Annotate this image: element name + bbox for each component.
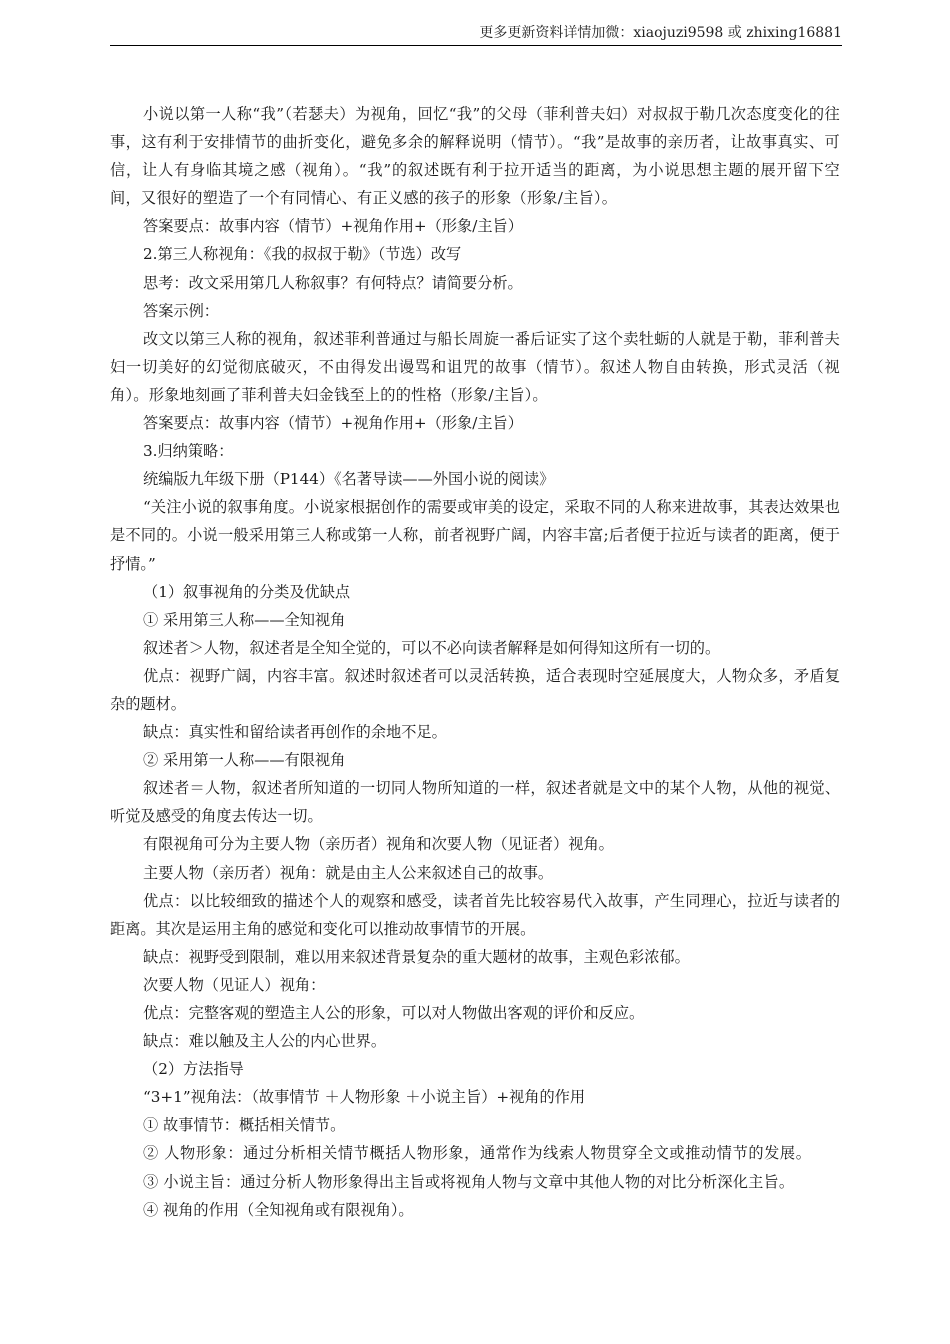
subsection-classification-heading: （1）叙事视角的分类及优缺点 [143, 582, 351, 601]
item-first-person-limited: ② 采用第一人称——有限视角 [143, 751, 346, 770]
page-header: 更多更新资料详情加微：xiaojuzi9598 或 zhixing16881 [479, 25, 842, 41]
limited-categories: 有限视角可分为主要人物（亲历者）视角和次要人物（见证者）视角。 [143, 835, 614, 854]
witness-perspective: 次要人物（见证人）视角： [143, 975, 326, 994]
protagonist-advantages: 优点：以比较细致的描述个人的观察和感受，读者首先比较容易代入故事，产生同理心，拉近与读者的距离。其次是运用主角的感觉和变化可以推动故事情节的开展。 [110, 891, 840, 938]
textbook-reference: 统编版九年级下册（P144）《名著导读——外国小说的阅读》 [143, 470, 555, 489]
item-third-person-omniscient: ① 采用第三人称——全知视角 [143, 610, 346, 629]
section-third-person-heading: 2.第三人称视角：《我的叔叔于勒》（节选）改写 [143, 245, 462, 264]
method-step-theme: ③ 小说主旨：通过分析人物形象得出主旨或将视角人物与文章中其他人物的对比分析深化主旨。 [143, 1172, 795, 1191]
method-step-character: ② 人物形象：通过分析相关情节概括人物形象，通常作为线索人物贯穿全文或推动情节的发展。 [143, 1144, 812, 1163]
section-strategy-heading: 3.归纳策略： [143, 442, 234, 461]
document-body [110, 100, 840, 1224]
textbook-quote: “关注小说的叙事角度。小说家根据创作的需要或审美的设定，采取不同的人称来进故事，其表达效果也是不同的。小说一般采用第三人称或第一人称，前者视野广阔，内容丰富;后者便于拉近与读者的距离，便于抒情。” [110, 498, 840, 573]
header-divider [110, 45, 842, 46]
limited-definition: 叙述者＝人物，叙述者所知道的一切同人物所知道的一样，叙述者就是文中的某个人物，从他的视觉、听觉及感受的角度去传达一切。 [110, 779, 840, 826]
omniscient-disadvantages: 缺点：真实性和留给读者再创作的余地不足。 [143, 723, 447, 742]
subsection-method-heading: （2）方法指导 [143, 1060, 244, 1079]
question-prompt: 思考：改文采用第几人称叙事？有何特点？请简要分析。 [143, 273, 523, 292]
omniscient-definition: 叙述者＞人物，叙述者是全知全觉的，可以不必向读者解释是如何得知这所有一切的。 [143, 638, 721, 657]
witness-disadvantages: 缺点：难以触及主人公的内心世界。 [143, 1032, 386, 1051]
method-step-plot: ① 故事情节：概括相关情节。 [143, 1116, 346, 1135]
example-answer-third-person: 改文以第三人称的视角，叙述菲利普通过与船长周旋一番后证实了这个卖牡蛎的人就是于勒，菲利普夫妇一切美好的幻觉彻底破灭，不由得发出谩骂和诅咒的故事（情节）。叙述人物自由转换，形式灵活（视角）。形象地刻画了菲利普夫妇金钱至上的的性格（形象/主旨）。 [110, 329, 840, 404]
omniscient-advantages: 优点：视野广阔，内容丰富。叙述时叙述者可以灵活转换，适合表现时空延展度大，人物众多，矛盾复杂的题材。 [110, 666, 840, 713]
example-answer-first-person: 小说以第一人称“我”（若瑟夫）为视角，回忆“我”的父母（菲利普夫妇）对叔叔于勒几次态度变化的往事，这有利于安排情节的曲折变化，避免多余的解释说明（情节）。“我”是故事的亲历者，让故事真实、可信，让人有身临其境之感（视角）。“我”的叙述既有利于拉开适当的距离，为小说思想主题的展开留下空间，又很好的塑造了一个有同情心、有正义感的孩子的形象（形象/主旨）。 [110, 105, 840, 208]
answer-key-points-2: 答案要点：故事内容（情节）+视角作用+（形象/主旨） [143, 414, 523, 433]
witness-advantages: 优点：完整客观的塑造主人公的形象，可以对人物做出客观的评价和反应。 [143, 1004, 645, 1022]
method-formula: “3+1”视角法：（故事情节 ＋人物形象 ＋小说主旨）+视角的作用 [143, 1088, 586, 1107]
answer-key-points-1: 答案要点：故事内容（情节）+视角作用+（形象/主旨） [143, 217, 523, 236]
answer-example-label: 答案示例： [143, 301, 219, 320]
protagonist-perspective: 主要人物（亲历者）视角：就是由主人公来叙述自己的故事。 [143, 863, 554, 882]
protagonist-disadvantages: 缺点：视野受到限制，难以用来叙述背景复杂的重大题材的故事，主观色彩浓郁。 [143, 947, 690, 966]
method-step-perspective: ④ 视角的作用（全知视角或有限视角）。 [143, 1200, 414, 1219]
